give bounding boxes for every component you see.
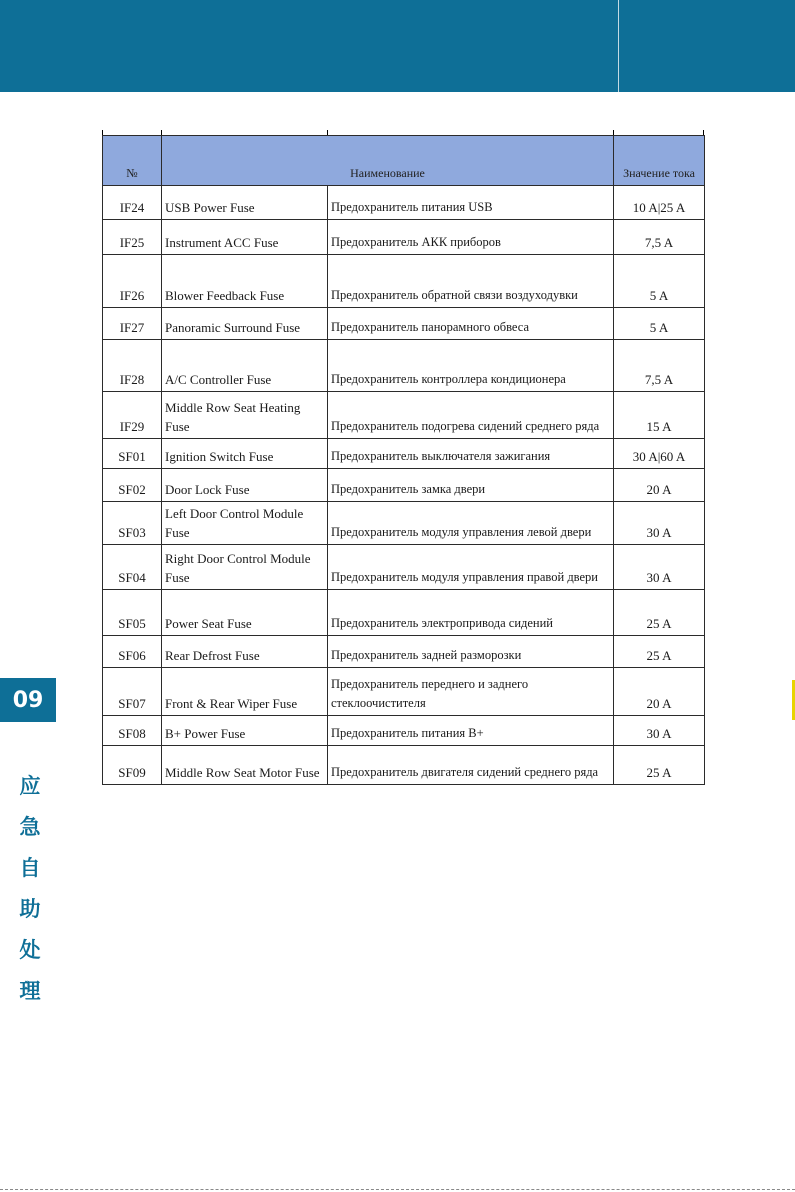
fuse-id-cell: SF04 [103, 545, 162, 590]
fuse-table [102, 135, 705, 785]
fuse-name-en-cell: A/C Controller Fuse [162, 340, 328, 392]
fuse-name-ru-cell: Предохранитель подогрева сидений среднего ряда [328, 392, 614, 439]
fuse-name-ru-cell: Предохранитель модуля управления левой двери [328, 502, 614, 545]
table-row [103, 439, 705, 469]
fuse-value-cell: 10 A|25 A [614, 186, 705, 220]
fuse-id-cell: SF02 [103, 469, 162, 502]
fuse-id-cell: IF29 [103, 392, 162, 439]
fuse-id-cell: IF25 [103, 220, 162, 255]
fuse-name-en-cell: Left Door Control Module Fuse [162, 502, 328, 545]
fuse-value-cell: 20 A [614, 668, 705, 716]
fuse-value-cell: 15 A [614, 392, 705, 439]
bottom-dashed-line [0, 1189, 795, 1190]
fuse-id-cell: IF27 [103, 308, 162, 340]
fuse-id-cell: IF24 [103, 186, 162, 220]
table-header-row [103, 136, 705, 186]
fuse-name-ru-cell: Предохранитель модуля управления правой двери [328, 545, 614, 590]
fuse-value-cell: 7,5 A [614, 340, 705, 392]
fuse-value-cell: 30 A [614, 716, 705, 746]
table-row [103, 392, 705, 439]
fuse-id-cell: SF08 [103, 716, 162, 746]
fuse-name-en-cell: Rear Defrost Fuse [162, 636, 328, 668]
chapter-title-char: 处 [19, 938, 41, 962]
fuse-id-cell: SF05 [103, 590, 162, 636]
fuse-name-ru-cell: Предохранитель электропривода сидений [328, 590, 614, 636]
fuse-name-en-cell: Right Door Control Module Fuse [162, 545, 328, 590]
fuse-value-cell: 30 A [614, 545, 705, 590]
header-value: Значение тока [614, 136, 705, 186]
table-row [103, 469, 705, 502]
chapter-title-char: 急 [19, 815, 41, 839]
table-row [103, 308, 705, 340]
table-row [103, 255, 705, 308]
header-number: № [103, 136, 162, 186]
table-row [103, 545, 705, 590]
fuse-name-ru-cell: Предохранитель переднего и заднего стеклоочистителя [328, 668, 614, 716]
chapter-title-vertical [16, 766, 44, 1012]
fuse-table-container [102, 130, 704, 785]
fuse-name-ru-cell: Предохранитель панорамного обвеса [328, 308, 614, 340]
header-name: Наименование [162, 136, 614, 186]
table-row [103, 220, 705, 255]
page-header-band [0, 0, 795, 92]
fuse-value-cell: 5 A [614, 308, 705, 340]
fuse-name-ru-cell: Предохранитель контроллера кондиционера [328, 340, 614, 392]
fuse-name-ru-cell: Предохранитель АКК приборов [328, 220, 614, 255]
fuse-name-ru-cell: Предохранитель выключателя зажигания [328, 439, 614, 469]
fuse-name-en-cell: Instrument ACC Fuse [162, 220, 328, 255]
chapter-number: 09 [12, 687, 44, 713]
chapter-title-char: 应 [19, 774, 41, 798]
table-top-stub [102, 130, 704, 135]
fuse-value-cell: 5 A [614, 255, 705, 308]
fuse-value-cell: 7,5 A [614, 220, 705, 255]
fuse-name-ru-cell: Предохранитель замка двери [328, 469, 614, 502]
fuse-name-en-cell: Power Seat Fuse [162, 590, 328, 636]
fuse-name-ru-cell: Предохранитель питания USB [328, 186, 614, 220]
fuse-name-en-cell: Middle Row Seat Heating Fuse [162, 392, 328, 439]
fuse-name-ru-cell: Предохранитель задней разморозки [328, 636, 614, 668]
fuse-name-en-cell: B+ Power Fuse [162, 716, 328, 746]
fuse-value-cell: 30 A [614, 502, 705, 545]
chapter-title-char: 助 [19, 897, 41, 921]
fuse-name-en-cell: Ignition Switch Fuse [162, 439, 328, 469]
fuse-id-cell: SF01 [103, 439, 162, 469]
table-row [103, 340, 705, 392]
fuse-name-en-cell: Middle Row Seat Motor Fuse [162, 746, 328, 785]
table-body [103, 186, 705, 785]
fuse-id-cell: SF09 [103, 746, 162, 785]
fuse-value-cell: 25 A [614, 590, 705, 636]
fuse-name-ru-cell: Предохранитель двигателя сидений среднего ряда [328, 746, 614, 785]
chapter-title-char: 自 [19, 856, 41, 880]
table-row [103, 668, 705, 716]
header-divider [618, 0, 619, 92]
table-row [103, 636, 705, 668]
fuse-name-ru-cell: Предохранитель питания B+ [328, 716, 614, 746]
fuse-name-en-cell: Door Lock Fuse [162, 469, 328, 502]
table-row [103, 502, 705, 545]
fuse-name-ru-cell: Предохранитель обратной связи воздуходувки [328, 255, 614, 308]
chapter-tab [0, 678, 56, 722]
table-row [103, 746, 705, 785]
fuse-value-cell: 25 A [614, 746, 705, 785]
fuse-value-cell: 30 A|60 A [614, 439, 705, 469]
table-row [103, 186, 705, 220]
fuse-id-cell: IF28 [103, 340, 162, 392]
fuse-name-en-cell: USB Power Fuse [162, 186, 328, 220]
table-row [103, 716, 705, 746]
chapter-title-char: 理 [19, 979, 41, 1003]
fuse-id-cell: SF07 [103, 668, 162, 716]
table-row [103, 590, 705, 636]
fuse-name-en-cell: Front & Rear Wiper Fuse [162, 668, 328, 716]
fuse-name-en-cell: Blower Feedback Fuse [162, 255, 328, 308]
fuse-name-en-cell: Panoramic Surround Fuse [162, 308, 328, 340]
fuse-value-cell: 25 A [614, 636, 705, 668]
fuse-id-cell: SF03 [103, 502, 162, 545]
fuse-id-cell: IF26 [103, 255, 162, 308]
fuse-id-cell: SF06 [103, 636, 162, 668]
fuse-value-cell: 20 A [614, 469, 705, 502]
